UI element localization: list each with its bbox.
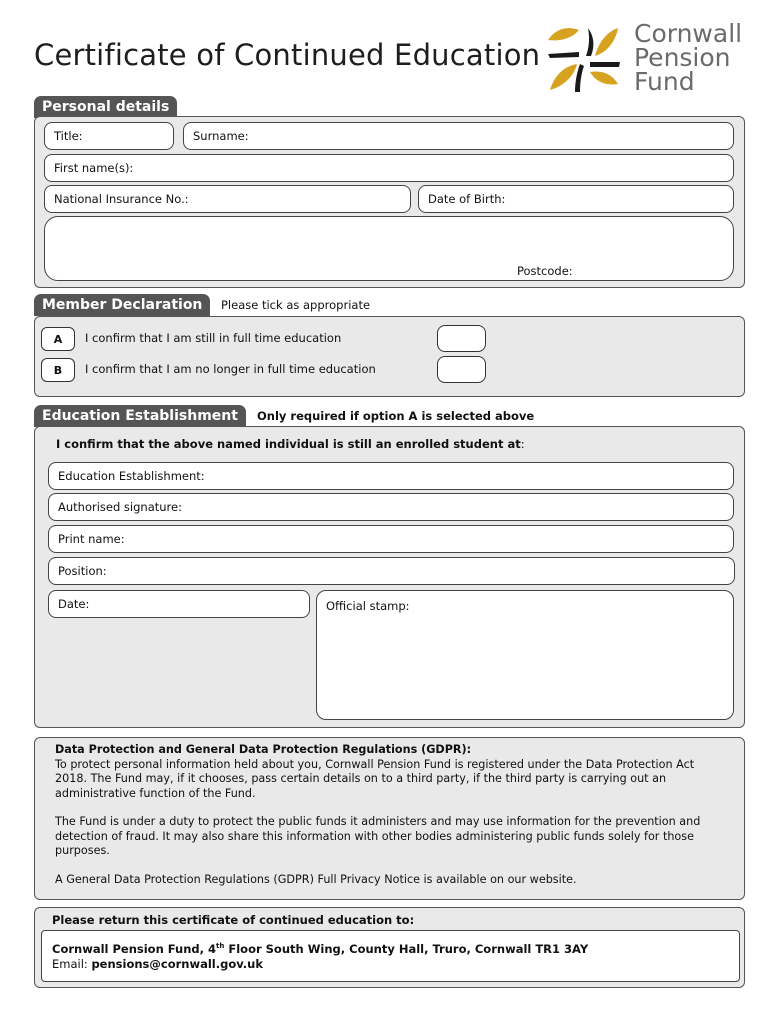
position-field[interactable]: Position: bbox=[48, 557, 735, 585]
option-b-checkbox[interactable] bbox=[437, 356, 486, 383]
email-label: Email: bbox=[52, 956, 92, 971]
enrolment-confirmation-colon: : bbox=[520, 437, 525, 451]
option-b-text: I confirm that I am no longer in full time education bbox=[85, 362, 376, 376]
return-address-box bbox=[41, 930, 740, 982]
title-field[interactable]: Title: bbox=[44, 122, 174, 150]
national-insurance-field[interactable]: National Insurance No.: bbox=[44, 185, 411, 213]
option-a-label: A bbox=[41, 327, 75, 351]
member-declaration-panel bbox=[34, 316, 745, 397]
return-heading: Please return this certificate of continued education to: bbox=[52, 913, 415, 927]
option-a-checkbox[interactable] bbox=[437, 325, 486, 352]
enrolment-confirmation-text: I confirm that the above named individual is still an enrolled student at bbox=[56, 437, 521, 451]
enrolment-confirmation bbox=[56, 437, 525, 451]
return-address: Cornwall Pension Fund, 4th Floor South Wing, County Hall, Truro, Cornwall TR1 3AY bbox=[52, 941, 589, 956]
postcode-label: Postcode: bbox=[517, 264, 573, 278]
declaration-note: Please tick as appropriate bbox=[221, 298, 371, 312]
gdpr-heading: Data Protection and General Data Protection Regulations (GDPR): bbox=[55, 743, 472, 756]
surname-field[interactable]: Surname: bbox=[183, 122, 734, 150]
option-b-label: B bbox=[41, 358, 75, 382]
print-name-field[interactable]: Print name: bbox=[48, 525, 734, 553]
logo-line-1: Cornwall bbox=[634, 19, 743, 48]
return-email-line bbox=[52, 957, 729, 972]
email-address: pensions@cornwall.gov.uk bbox=[91, 956, 263, 971]
education-note: Only required if option A is selected above bbox=[257, 409, 535, 423]
authorised-signature-field[interactable]: Authorised signature: bbox=[48, 493, 734, 521]
education-establishment-field[interactable]: Education Establishment: bbox=[48, 462, 734, 490]
option-a-text: I confirm that I am still in full time education bbox=[85, 331, 342, 345]
cornwall-pension-fund-logo-icon bbox=[546, 24, 622, 96]
gdpr-panel bbox=[34, 737, 745, 900]
gdpr-paragraph-3: A General Data Protection Regulations (GDPR) Full Privacy Notice is available on our website. bbox=[55, 872, 577, 886]
address-field[interactable] bbox=[44, 216, 734, 281]
date-of-birth-field[interactable]: Date of Birth: bbox=[418, 185, 734, 213]
personal-details-tab: Personal details bbox=[34, 96, 177, 118]
first-names-field[interactable]: First name(s): bbox=[44, 154, 734, 182]
page-title: Certificate of Continued Education bbox=[34, 38, 541, 72]
official-stamp-field[interactable]: Official stamp: bbox=[316, 590, 734, 720]
gdpr-paragraph-2: The Fund is under a duty to protect the public funds it administers and may use information for the prevention and detection of fraud. It may also share this information with other bodies administering public funds solely for those purposes. bbox=[55, 815, 701, 857]
member-declaration-tab: Member Declaration bbox=[34, 294, 210, 316]
gdpr-paragraph-1: To protect personal information held about you, Cornwall Pension Fund is registered under the Data Protection Act 2018. The Fund may, if it chooses, pass certain details on to a third party, if the third party is carrying out an administrative function of the Fund. bbox=[55, 757, 695, 800]
logo-wordmark bbox=[634, 19, 743, 96]
date-field[interactable]: Date: bbox=[48, 590, 310, 618]
logo-line-3: Fund bbox=[634, 67, 695, 96]
education-establishment-tab: Education Establishment bbox=[34, 405, 246, 427]
logo-line-2: Pension bbox=[634, 43, 731, 72]
